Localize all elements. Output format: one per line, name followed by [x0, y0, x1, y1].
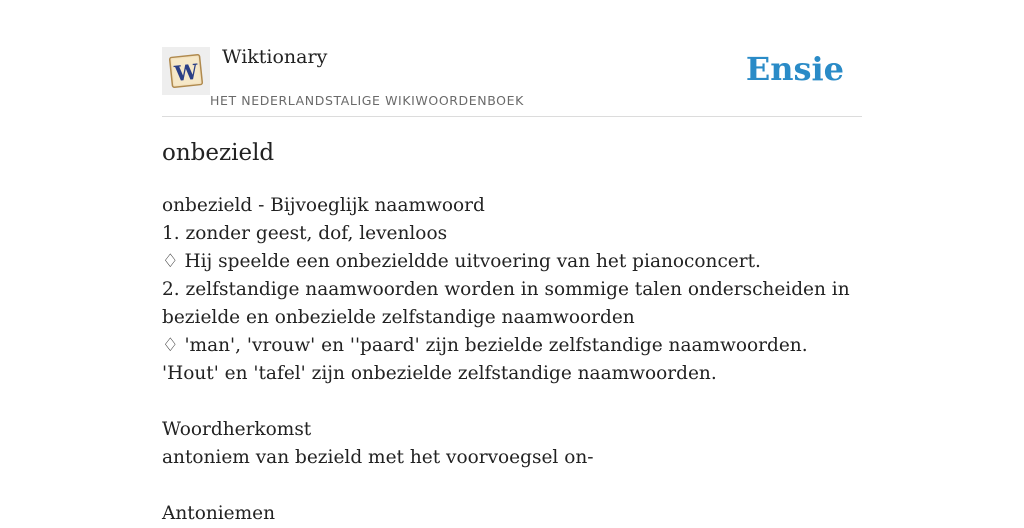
page-title: onbezield: [162, 140, 275, 166]
example-sentence: ♢ Hij speelde een onbezieldde uitvoering van het pianoconcert.: [162, 251, 761, 272]
logo-letter: W: [173, 58, 200, 87]
etymology-heading: Woordherkomst: [162, 419, 312, 440]
etymology-text: antoniem van bezield met het voorvoegsel on-: [162, 447, 594, 468]
antonyms-heading: Antoniemen: [162, 503, 276, 524]
ensie-brand-link[interactable]: Ensie: [745, 50, 844, 88]
spacer: [162, 388, 852, 416]
page: [162, 0, 862, 524]
definition-item: 2. zelfstandige naamwoorden worden in sommige talen onderscheiden in bezielde en onbezielde zelfstandige naamwoorden: [162, 279, 850, 328]
site-tagline: HET NEDERLANDSTALIGE WIKIWOORDENBOEK: [210, 93, 524, 108]
definition-header: onbezield - Bijvoeglijk naamwoord: [162, 195, 485, 216]
site-header: [162, 0, 862, 117]
definition-item: 1. zonder geest, dof, levenloos: [162, 223, 448, 244]
site-name[interactable]: Wiktionary: [222, 46, 328, 68]
spacer: [162, 472, 852, 500]
entry-content: [162, 192, 852, 528]
example-sentence: ♢ 'man', 'vrouw' en ''paard' zijn bezielde zelfstandige naamwoorden. 'Hout' en 'tafel' zijn onbezielde zelfstandige naamwoorden.: [162, 335, 808, 384]
wiktionary-logo-icon[interactable]: [162, 47, 210, 95]
